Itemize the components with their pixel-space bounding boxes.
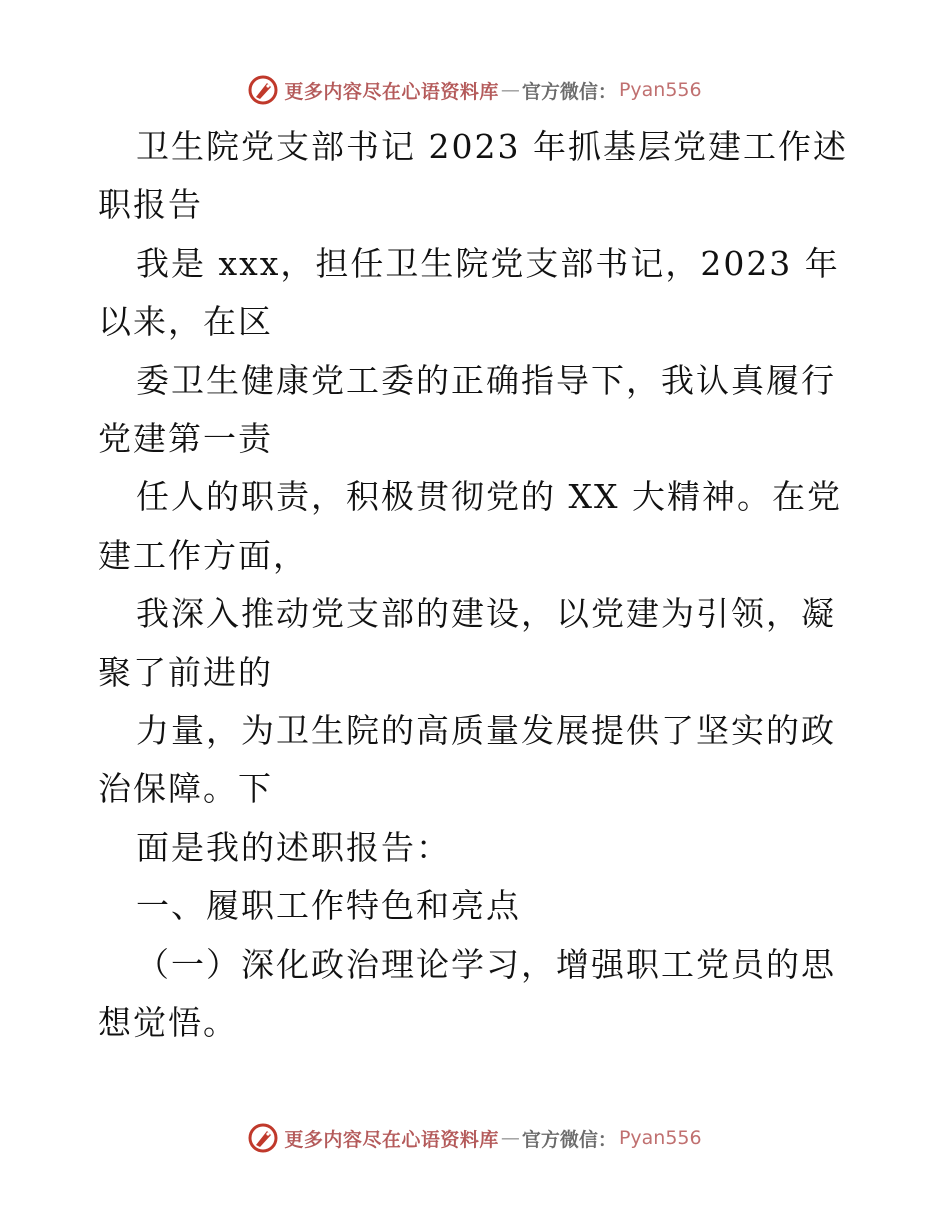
banner-wechat-account: Pyan556 — [618, 79, 702, 101]
document-paragraph: 委卫生健康党工委的正确指导下，我认真履行党建第一责 — [98, 360, 836, 459]
subsection-heading: （一）深化政治理论学习，增强职工党员的思想觉悟。 — [98, 944, 836, 1043]
banner-dash: — — [500, 1127, 520, 1149]
pen-nib-logo-icon — [248, 1123, 278, 1153]
banner-wechat-label: 官方微信： — [521, 1128, 617, 1151]
banner-dash: — — [500, 79, 520, 101]
document-paragraph: 力量，为卫生院的高质量发展提供了坚实的政治保障。下 — [98, 711, 836, 809]
document-paragraph: 我深入推动党支部的建设，以党建为引领，凝聚了前进的 — [98, 594, 836, 692]
banner-main-text: 更多内容尽在心语资料库 — [284, 1128, 499, 1151]
document-paragraph: 我是 xxx，担任卫生院党支部书记，2023 年以来，在区 — [98, 243, 840, 342]
pen-nib-logo-icon — [248, 75, 278, 105]
banner-wechat-account: Pyan556 — [618, 1127, 702, 1149]
banner-main-text: 更多内容尽在心语资料库 — [284, 80, 499, 103]
document-paragraph: 任人的职责，积极贯彻党的 XX 大精神。在党建工作方面， — [98, 477, 842, 575]
document-body — [98, 118, 858, 1053]
footer-watermark-banner — [0, 1118, 950, 1158]
banner-wechat-label: 官方微信： — [521, 80, 617, 103]
document-title: 卫生院党支部书记 2023 年抓基层党建工作述职报告 — [98, 127, 848, 225]
document-paragraph: 面是我的述职报告： — [136, 827, 451, 867]
header-watermark-banner — [0, 70, 950, 110]
section-heading: 一、履职工作特色和亮点 — [136, 886, 521, 926]
